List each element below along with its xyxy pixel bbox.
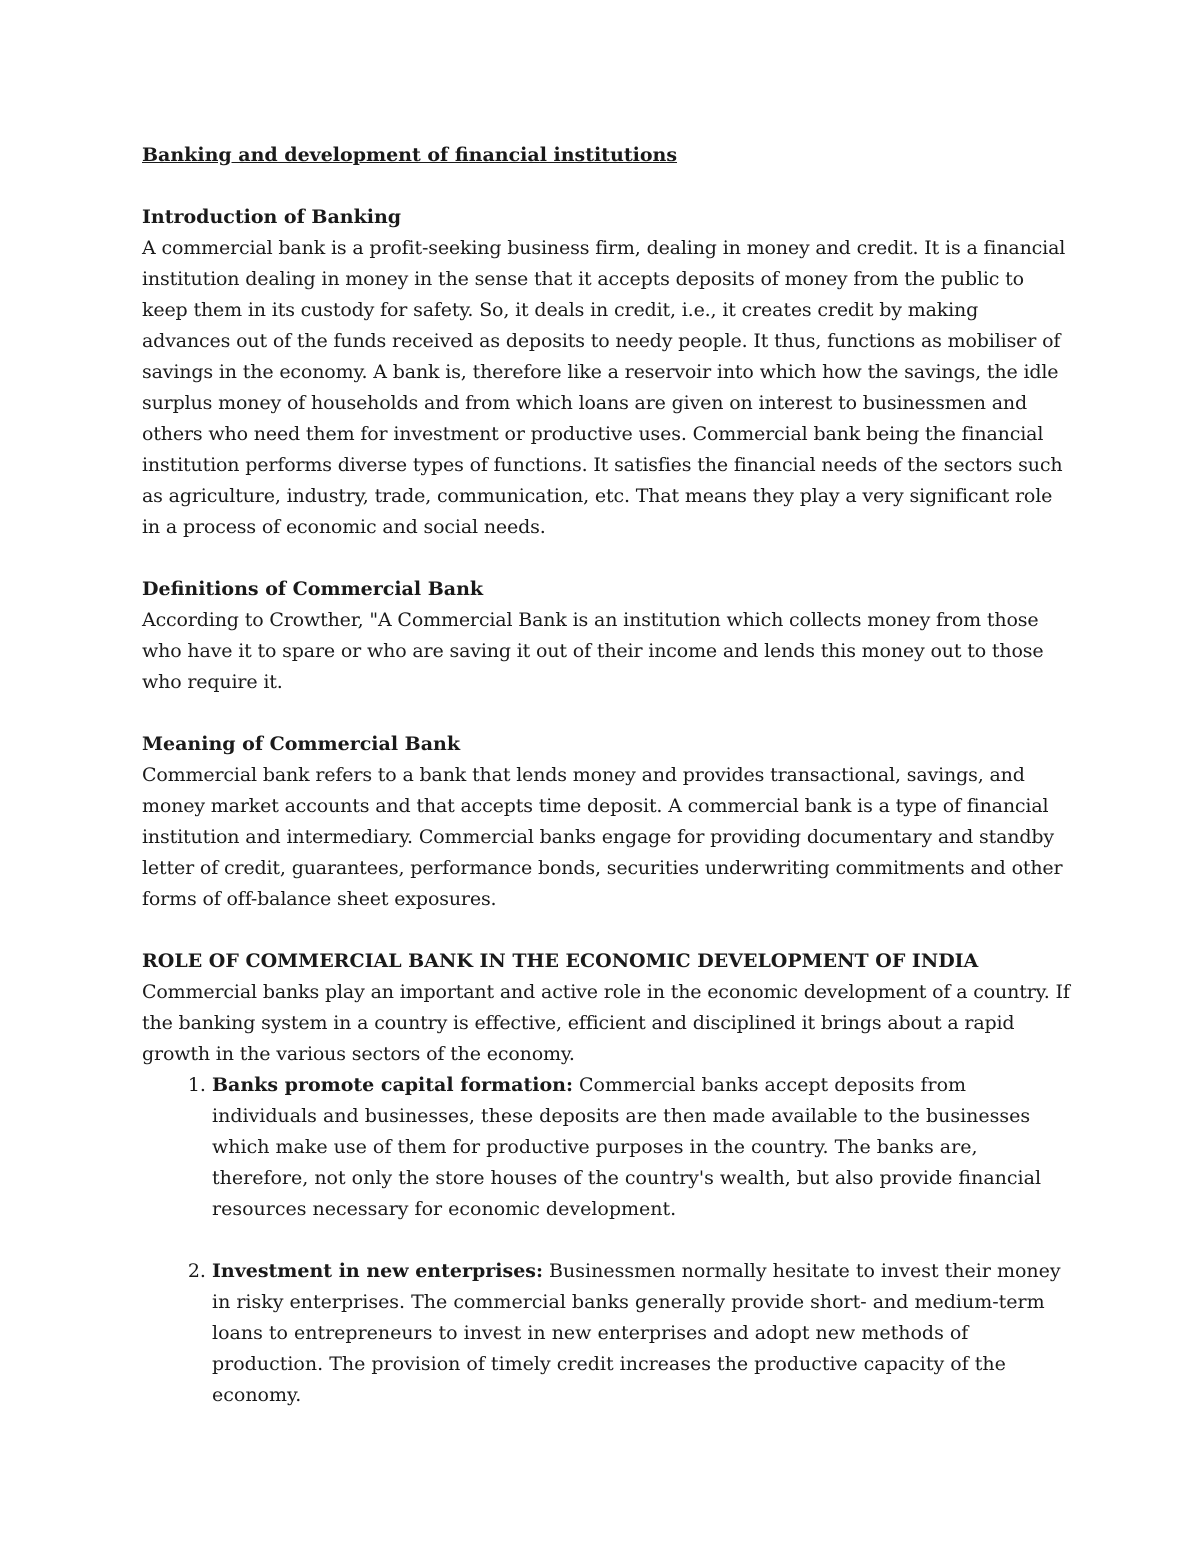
section-heading: ROLE OF COMMERCIAL BANK IN THE ECONOMIC DEVELOPMENT OF INDIA [142, 950, 979, 972]
section-body: According to Crowther, "A Commercial Bank is an institution which collects money from those who have it to spare or who are saving it out of their income and lends this money out to those who require it. [142, 609, 1044, 693]
section-definitions [142, 574, 1072, 698]
document-title: Banking and development of financial institutions [142, 144, 678, 166]
section-heading: Introduction of Banking [142, 206, 402, 228]
list-item-text: Commercial banks accept deposits from individuals and businesses, these deposits are then made available to the businesses which make use of them for productive purposes in the country. The banks are, therefore, not only the store houses of the country's wealth, but also provide financial resources necessary for economic development. [212, 1074, 1042, 1220]
section-heading: Meaning of Commercial Bank [142, 733, 461, 755]
section-heading: Definitions of Commercial Bank [142, 578, 484, 600]
list-item [212, 1070, 1072, 1225]
role-list [142, 1070, 1072, 1411]
section-meaning [142, 729, 1072, 915]
document-page [142, 140, 1072, 1411]
section-body: Commercial bank refers to a bank that lends money and provides transactional, savings, and money market accounts and that accepts time deposit. A commercial bank is a type of financial institution and intermediary. Commercial banks engage for providing documentary and standby letter of credit, guarantees, performance bonds, securities underwriting commitments and other forms of off-balance sheet exposures. [142, 764, 1063, 910]
list-item-text: Businessmen normally hesitate to invest their money in risky enterprises. The commercial banks generally provide short- and medium-term loans to entrepreneurs to invest in new enterprises and adopt new methods of production. The provision of timely credit increases the productive capacity of the economy. [212, 1260, 1061, 1406]
section-introduction [142, 202, 1072, 543]
section-body: A commercial bank is a profit-seeking business firm, dealing in money and credit. It is a financial institution dealing in money in the sense that it accepts deposits of money from the public to keep them in its custody for safety. So, it deals in credit, i.e., it creates credit by making advances out of the funds received as deposits to needy people. It thus, functions as mobiliser of savings in the economy. A bank is, therefore like a reservoir into which how the savings, the idle surplus money of households and from which loans are given on interest to businessmen and others who need them for investment or productive uses. Commercial bank being the financial institution performs diverse types of functions. It satisfies the financial needs of the sectors such as agriculture, industry, trade, communication, etc. That means they play a very significant role in a process of economic and social needs. [142, 237, 1066, 538]
list-item-term: Banks promote capital formation: [212, 1074, 573, 1096]
section-body: Commercial banks play an important and active role in the economic development of a country. If the banking system in a country is effective, efficient and disciplined it brings about a rapid growth in the various sectors of the economy. [142, 981, 1070, 1065]
list-item [212, 1256, 1072, 1411]
section-role [142, 946, 1072, 1411]
list-item-term: Investment in new enterprises: [212, 1260, 544, 1282]
